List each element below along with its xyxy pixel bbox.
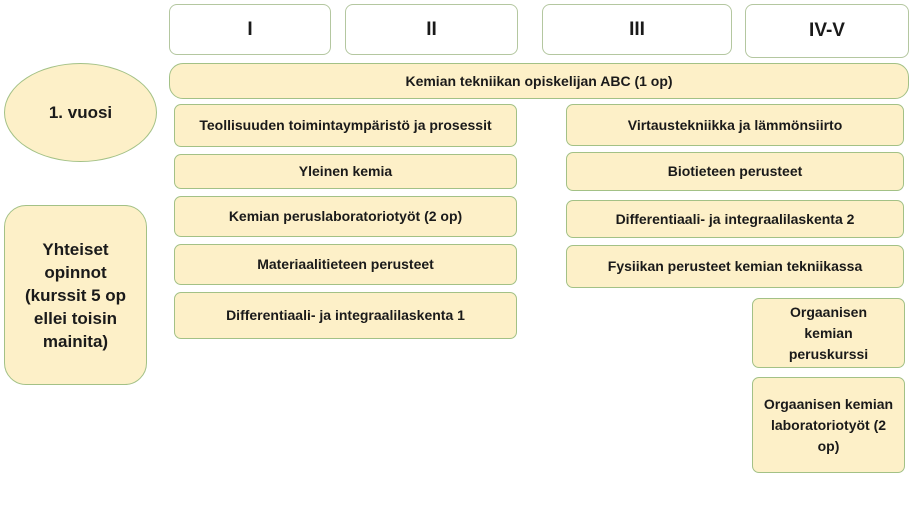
course-left-1: Teollisuuden toimintaympäristö ja prosessit bbox=[174, 104, 517, 147]
year-label: 1. vuosi bbox=[4, 63, 157, 162]
period-header-2: II bbox=[345, 4, 518, 55]
common-studies-label: Yhteiset opinnot (kurssit 5 op ellei toisin mainita) bbox=[4, 205, 147, 385]
period-header-1: I bbox=[169, 4, 331, 55]
course-right-3: Differentiaali- ja integraalilaskenta 2 bbox=[566, 200, 904, 238]
course-left-2: Yleinen kemia bbox=[174, 154, 517, 189]
period-header-4-5: IV-V bbox=[745, 4, 909, 58]
course-last-1: Orgaanisen kemian peruskurssi bbox=[752, 298, 905, 368]
course-right-4: Fysiikan perusteet kemian tekniikassa bbox=[566, 245, 904, 288]
period-header-3: III bbox=[542, 4, 732, 55]
course-left-5: Differentiaali- ja integraalilaskenta 1 bbox=[174, 292, 517, 339]
course-right-1: Virtaustekniikka ja lämmönsiirto bbox=[566, 104, 904, 146]
course-left-4: Materiaalitieteen perusteet bbox=[174, 244, 517, 285]
course-abc: Kemian tekniikan opiskelijan ABC (1 op) bbox=[169, 63, 909, 99]
course-last-2: Orgaanisen kemian laboratoriotyöt (2 op) bbox=[752, 377, 905, 473]
course-left-3: Kemian peruslaboratoriotyöt (2 op) bbox=[174, 196, 517, 237]
course-right-2: Biotieteen perusteet bbox=[566, 152, 904, 191]
